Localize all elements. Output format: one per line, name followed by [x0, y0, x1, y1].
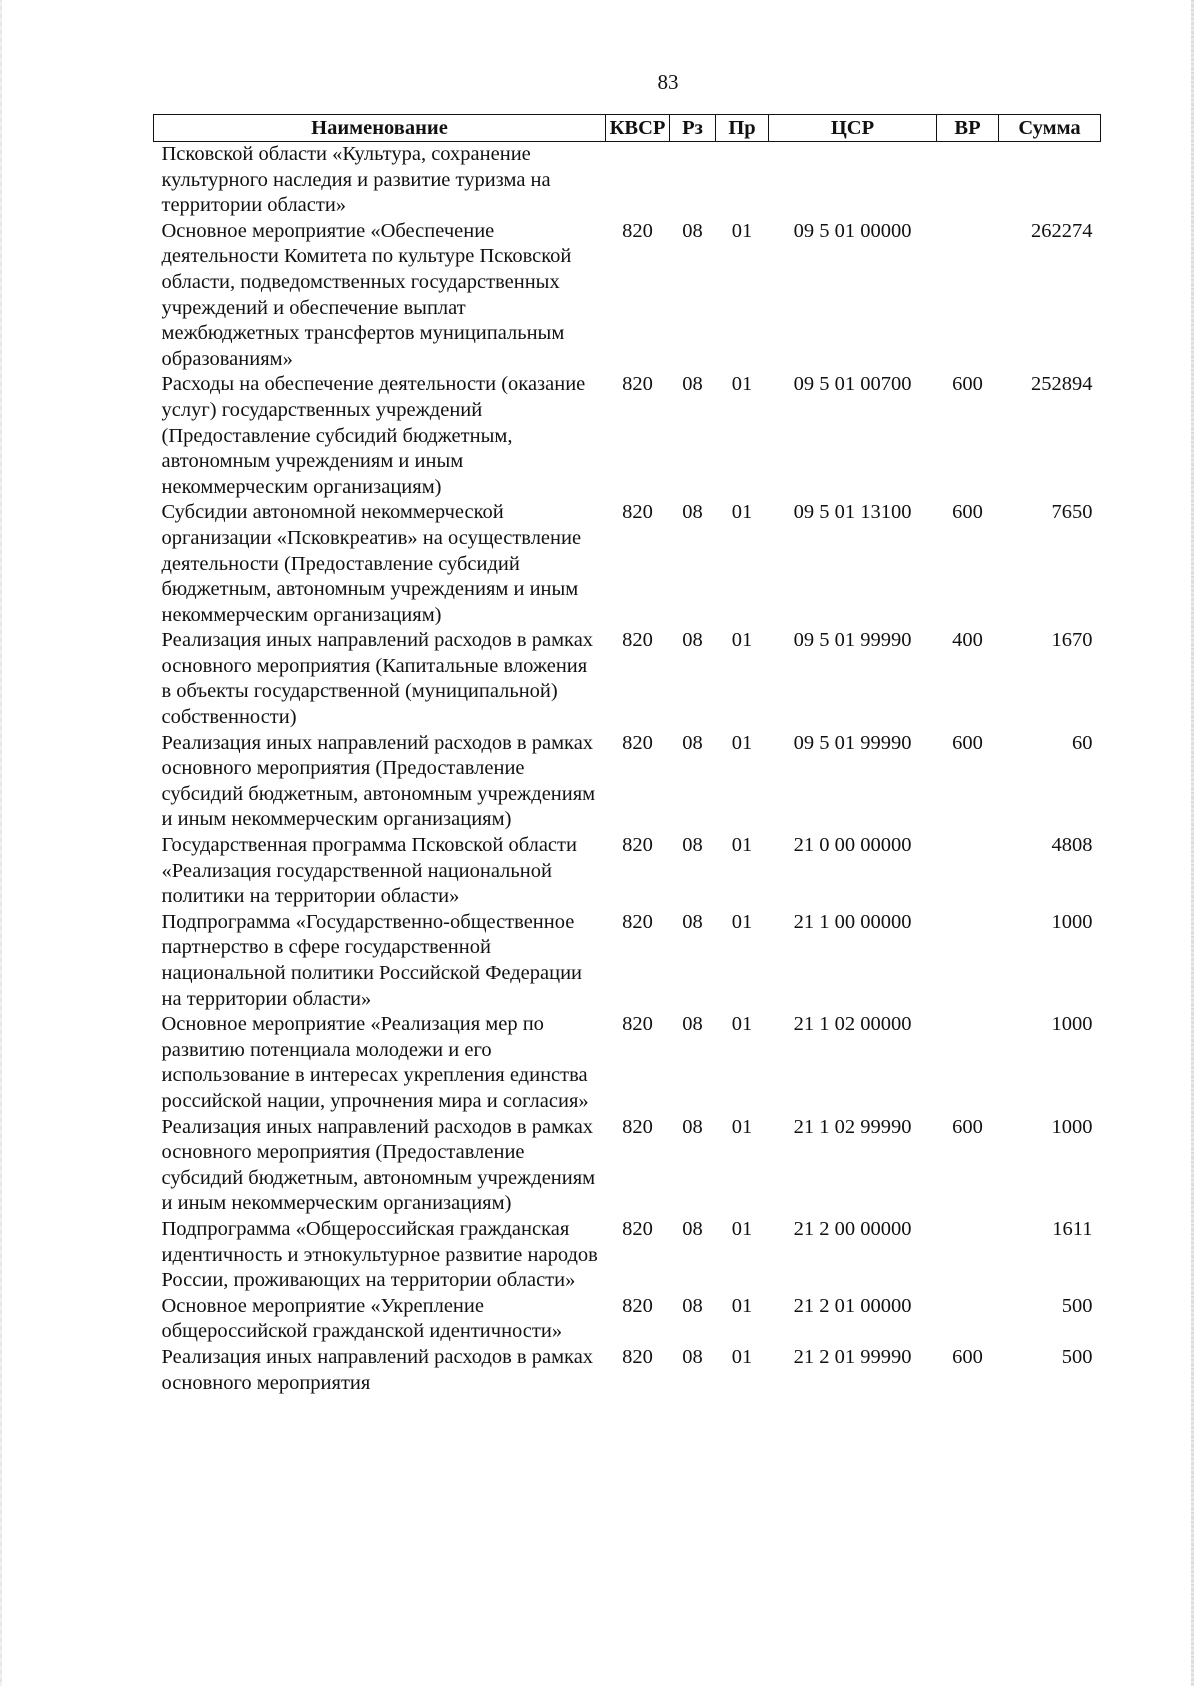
- cell-vr: [937, 219, 999, 373]
- cell-rz: 08: [682, 373, 703, 396]
- table-header: [154, 115, 1101, 142]
- table-row: [154, 500, 1101, 628]
- cell-csr: 21 1 02 99990: [793, 1115, 912, 1138]
- cell-sum: 1000: [1051, 1013, 1093, 1036]
- cell-kvsr: 820: [622, 731, 653, 754]
- table-row: [154, 1294, 1101, 1345]
- cell-rz: [670, 142, 716, 219]
- column-header-sum: Сумма: [999, 115, 1101, 142]
- cell-sum: 500: [1061, 1345, 1093, 1368]
- cell-name: Основное мероприятие «Обеспечение деятельности Комитета по культуре Псковской области, подведомственных государственных учреждений и обеспечение выплат межбюджетных трансфертов муниципальным образованиям»: [161, 219, 572, 370]
- cell-rz: 08: [682, 1115, 703, 1138]
- cell-kvsr: 820: [622, 501, 653, 524]
- cell-pr: 01: [731, 373, 753, 396]
- cell-vr: [937, 833, 999, 910]
- table-row: [154, 372, 1101, 500]
- cell-csr: 09 5 01 99990: [793, 731, 912, 754]
- cell-kvsr: 820: [622, 834, 653, 857]
- cell-sum: 1000: [1051, 910, 1093, 933]
- cell-kvsr: 820: [622, 629, 653, 652]
- cell-name: Реализация иных направлений расходов в рамках основного мероприятия (Предоставление субсидий бюджетным, автономным учреждениям и иным некоммерческим организациям): [161, 731, 596, 831]
- cell-csr: 21 1 02 00000: [793, 1013, 912, 1036]
- table-row: [154, 142, 1101, 219]
- cell-sum: 60: [1072, 731, 1093, 754]
- cell-sum: 262274: [1031, 219, 1093, 242]
- cell-name: Субсидии автономной некоммерческой организации «Псковкреатив» на осуществление деятельности (Предоставление субсидий бюджетным, автономным учреждениям и иным некоммерческим организациям): [161, 501, 582, 626]
- cell-name: Государственная программа Псковской области «Реализация государственной национальной политики на территории области»: [161, 834, 577, 908]
- cell-vr: 400: [952, 629, 983, 652]
- cell-name: Основное мероприятие «Укрепление общероссийской гражданской идентичности»: [161, 1294, 563, 1343]
- cell-pr: 01: [731, 910, 753, 933]
- cell-csr: 09 5 01 13100: [793, 501, 912, 524]
- cell-vr: [937, 1217, 999, 1294]
- cell-rz: 08: [682, 629, 703, 652]
- cell-kvsr: 820: [622, 1294, 653, 1317]
- table-body: [154, 142, 1101, 1397]
- cell-name: Реализация иных направлений расходов в рамках основного мероприятия: [161, 1345, 594, 1394]
- table-row: [154, 1115, 1101, 1217]
- cell-pr: 01: [731, 1013, 753, 1036]
- cell-rz: 08: [682, 1345, 703, 1368]
- cell-pr: 01: [731, 629, 753, 652]
- table-row: [154, 1012, 1101, 1114]
- cell-kvsr: 820: [622, 1345, 653, 1368]
- cell-pr: 01: [731, 1217, 753, 1240]
- cell-vr: 600: [952, 501, 983, 524]
- cell-kvsr: 820: [622, 219, 653, 242]
- cell-vr: [937, 142, 999, 219]
- cell-vr: [937, 1012, 999, 1114]
- cell-rz: 08: [682, 1294, 703, 1317]
- cell-csr: 21 2 01 00000: [793, 1294, 912, 1317]
- cell-pr: 01: [731, 501, 753, 524]
- cell-csr: 09 5 01 00700: [793, 373, 912, 396]
- cell-pr: 01: [731, 731, 753, 754]
- table-row: [154, 1217, 1101, 1294]
- cell-name: Расходы на обеспечение деятельности (оказание услуг) государственных учреждений (Предоставление субсидий бюджетным, автономным учреждениям и иным некоммерческим организациям): [161, 373, 586, 498]
- cell-csr: [769, 142, 937, 219]
- cell-vr: [937, 910, 999, 1012]
- table-row: [154, 731, 1101, 833]
- budget-table: [153, 114, 1101, 1396]
- cell-rz: 08: [682, 1217, 703, 1240]
- cell-pr: 01: [731, 1345, 753, 1368]
- scan-right-edge: [1191, 0, 1194, 1686]
- cell-csr: 21 0 00 00000: [793, 834, 912, 857]
- cell-sum: 1000: [1051, 1115, 1093, 1138]
- table-row: [154, 628, 1101, 730]
- cell-vr: 600: [952, 1115, 983, 1138]
- cell-pr: 01: [731, 834, 753, 857]
- cell-kvsr: 820: [622, 1115, 653, 1138]
- cell-csr: 21 1 00 00000: [793, 910, 912, 933]
- cell-vr: [937, 1294, 999, 1345]
- cell-rz: 08: [682, 1013, 703, 1036]
- scan-left-edge: [0, 0, 2, 1686]
- cell-vr: 600: [952, 373, 983, 396]
- cell-pr: 01: [731, 219, 753, 242]
- cell-pr: [716, 142, 769, 219]
- table-row: [154, 833, 1101, 910]
- cell-csr: 21 2 00 00000: [793, 1217, 912, 1240]
- cell-rz: 08: [682, 219, 703, 242]
- cell-kvsr: 820: [622, 373, 653, 396]
- column-header-name: Наименование: [154, 115, 606, 142]
- cell-sum: [999, 142, 1101, 219]
- cell-sum: 500: [1061, 1294, 1093, 1317]
- cell-sum: 4808: [1051, 834, 1093, 857]
- column-header-rz: Рз: [670, 115, 716, 142]
- column-header-kvsr: КВСР: [606, 115, 670, 142]
- cell-csr: 09 5 01 00000: [793, 219, 912, 242]
- cell-name: Подпрограмма «Общероссийская гражданская идентичность и этнокультурное развитие народов России, проживающих на территории области»: [161, 1217, 598, 1292]
- cell-pr: 01: [731, 1294, 753, 1317]
- cell-csr: 09 5 01 99990: [793, 629, 912, 652]
- table-row: [154, 219, 1101, 373]
- cell-csr: 21 2 01 99990: [793, 1345, 912, 1368]
- page-number: 83: [657, 70, 679, 94]
- cell-name: Реализация иных направлений расходов в рамках основного мероприятия (Капитальные вложения в объекты государственной (муниципальной) собственности): [161, 629, 594, 729]
- table-row: [154, 1345, 1101, 1396]
- cell-name: Реализация иных направлений расходов в рамках основного мероприятия (Предоставление субсидий бюджетным, автономным учреждениям и иным некоммерческим организациям): [161, 1115, 596, 1215]
- cell-vr: 600: [952, 1345, 983, 1368]
- cell-sum: 1670: [1051, 629, 1093, 652]
- cell-rz: 08: [682, 731, 703, 754]
- cell-rz: 08: [682, 834, 703, 857]
- cell-kvsr: [606, 142, 670, 219]
- column-header-pr: Пр: [716, 115, 769, 142]
- cell-pr: 01: [731, 1115, 753, 1138]
- cell-sum: 7650: [1051, 501, 1093, 524]
- cell-name: Подпрограмма «Государственно-общественное партнерство в сфере государственной национальной политики Российской Федерации на территории области»: [161, 910, 583, 1010]
- cell-rz: 08: [682, 910, 703, 933]
- cell-vr: 600: [952, 731, 983, 754]
- cell-kvsr: 820: [622, 910, 653, 933]
- cell-name: Основное мероприятие «Реализация мер по развитию потенциала молодежи и его использование в интересах укрепления единства российской нации, упрочнения мира и согласия»: [161, 1013, 589, 1112]
- cell-kvsr: 820: [622, 1217, 653, 1240]
- table-row: [154, 910, 1101, 1012]
- column-header-csr: ЦСР: [769, 115, 937, 142]
- cell-name: Псковской области «Культура, сохранение культурного наследия и развитие туризма на территории области»: [161, 143, 551, 217]
- cell-kvsr: 820: [622, 1013, 653, 1036]
- column-header-vr: ВР: [937, 115, 999, 142]
- cell-sum: 1611: [1052, 1217, 1093, 1240]
- cell-sum: 252894: [1031, 373, 1093, 396]
- cell-rz: 08: [682, 501, 703, 524]
